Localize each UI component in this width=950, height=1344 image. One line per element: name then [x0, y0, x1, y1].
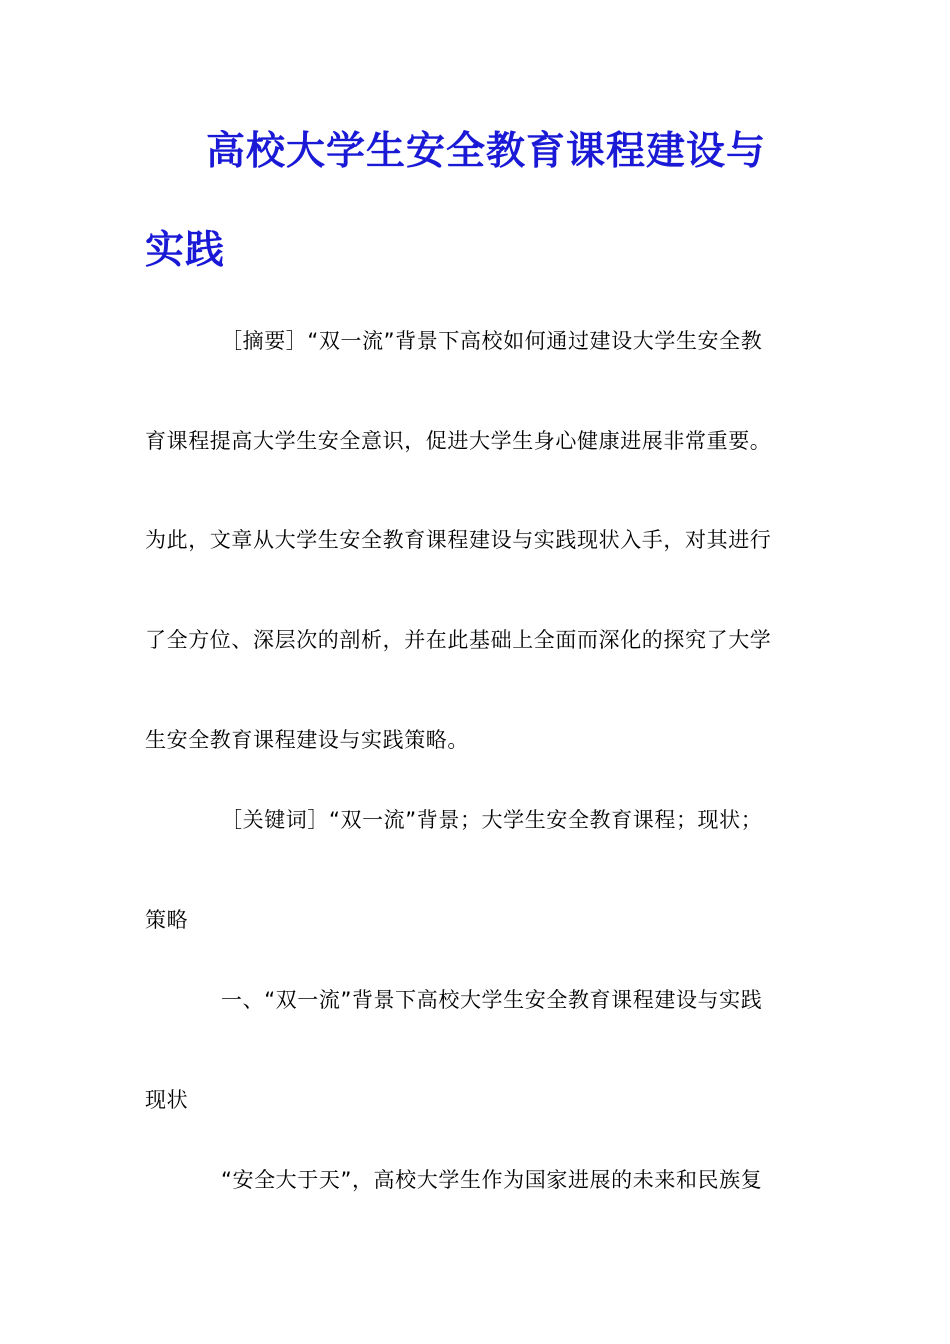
document-title-line-1: 高校大学生安全教育课程建设与: [206, 129, 767, 174]
keywords-line-2: 策略: [145, 908, 189, 932]
abstract-line-5: 生安全教育课程建设与实践策略。: [145, 728, 469, 752]
abstract-line-1: ［摘要］“双一流”背景下高校如何通过建设大学生安全教: [221, 329, 763, 353]
abstract-line-3: 为此，文章从大学生安全教育课程建设与实践现状入手，对其进行: [145, 528, 772, 552]
abstract-line-2: 育课程提高大学生安全意识，促进大学生身心健康进展非常重要。: [145, 429, 772, 453]
paragraph-line-1: “安全大于天”，高校大学生作为国家进展的未来和民族复: [221, 1168, 763, 1192]
keywords-line-1: ［关键词］“双一流”背景；大学生安全教育课程；现状；: [221, 808, 763, 832]
section-heading-line-1: 一、“双一流”背景下高校大学生安全教育课程建设与实践: [221, 988, 763, 1012]
section-heading-line-2: 现状: [145, 1088, 189, 1112]
abstract-line-4: 了全方位、深层次的剖析，并在此基础上全面而深化的探究了大学: [145, 628, 772, 652]
document-title-line-2: 实践: [145, 228, 226, 273]
